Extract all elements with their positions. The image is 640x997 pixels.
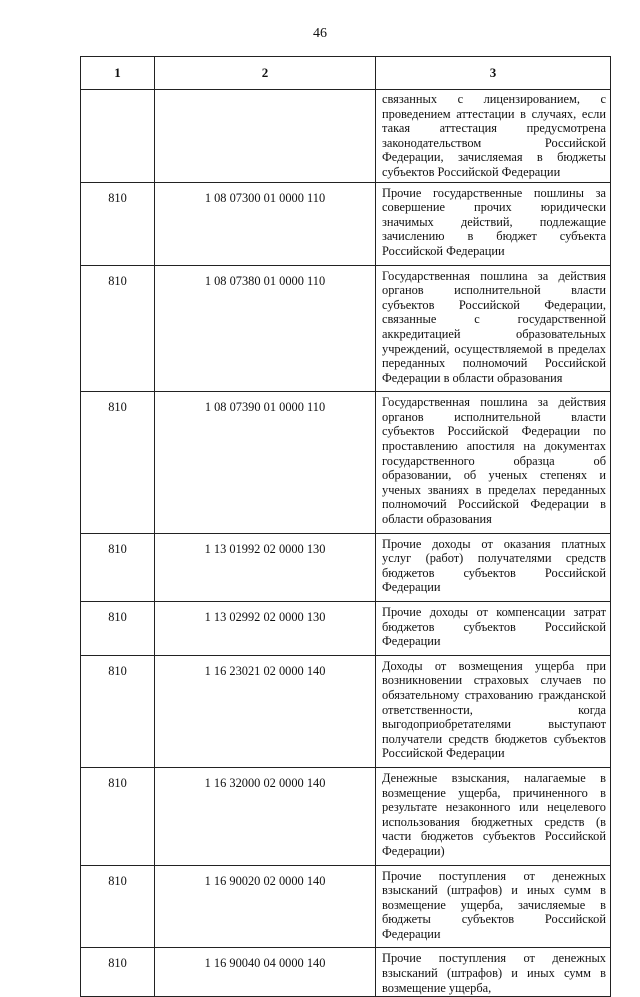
admin-code-cell <box>81 90 155 183</box>
budget-code-cell: 1 13 02992 02 0000 130 <box>155 602 376 656</box>
admin-code-cell: 810 <box>81 392 155 533</box>
description-cell: связанных с лицензированием, с проведением аттестации в случаях, если такая аттестация предусмотрена законодательством Российской Федерации, зачисляемая в бюджеты субъектов Российской Федерации <box>376 90 611 183</box>
budget-code-cell: 1 13 01992 02 0000 130 <box>155 533 376 601</box>
page-number: 46 <box>313 26 327 41</box>
description-cell: Денежные взыскания, налагаемые в возмещение ущерба, причиненного в результате незаконного или нецелевого использования бюджетных средств (в части бюджетов субъектов Российской Федерации) <box>376 767 611 865</box>
admin-code-cell: 810 <box>81 767 155 865</box>
budget-codes-table <box>80 56 611 997</box>
table-header <box>81 57 611 90</box>
budget-code-cell: 1 08 07380 01 0000 110 <box>155 265 376 392</box>
budget-code-cell: 1 08 07300 01 0000 110 <box>155 182 376 265</box>
table-row <box>81 90 611 183</box>
budget-code-cell: 1 16 32000 02 0000 140 <box>155 767 376 865</box>
table-row <box>81 948 611 997</box>
header-col-1: 1 <box>81 57 155 90</box>
description-cell: Прочие доходы от компенсации затрат бюджетов субъектов Российской Федерации <box>376 602 611 656</box>
table-row <box>81 392 611 533</box>
description-cell: Прочие поступления от денежных взысканий (штрафов) и иных сумм в возмещение ущерба, зачисляемые в бюджеты субъектов Российской Федерации <box>376 865 611 948</box>
table-row <box>81 265 611 392</box>
table-row <box>81 655 611 767</box>
description-cell: Доходы от возмещения ущерба при возникновении страховых случаев по обязательному страхованию гражданской ответственности, когда выгодоприобретателями выступают получатели средств бюджетов субъектов Российской Федерации <box>376 655 611 767</box>
admin-code-cell: 810 <box>81 533 155 601</box>
table-row <box>81 182 611 265</box>
budget-code-cell: 1 16 90040 04 0000 140 <box>155 948 376 997</box>
header-row <box>81 57 611 90</box>
header-col-2: 2 <box>155 57 376 90</box>
table-row <box>81 865 611 948</box>
budget-code-cell: 1 16 90020 02 0000 140 <box>155 865 376 948</box>
budget-code-cell <box>155 90 376 183</box>
admin-code-cell: 810 <box>81 655 155 767</box>
table-row <box>81 767 611 865</box>
description-cell: Государственная пошлина за действия органов исполнительной власти субъектов Российской Федерации по проставлению апостиля на документах государственного образца об образовании, об ученых степенях и ученых званиях в пределах переданных полномочий Российской Федерации в области образования <box>376 392 611 533</box>
admin-code-cell: 810 <box>81 182 155 265</box>
admin-code-cell: 810 <box>81 265 155 392</box>
table-body <box>81 90 611 997</box>
admin-code-cell: 810 <box>81 948 155 997</box>
description-cell: Государственная пошлина за действия органов исполнительной власти субъектов Российской Федерации, связанные с государственной аккредитацией образовательных учреждений, осуществляемой в пределах переданных полномочий Российской Федерации в области образования <box>376 265 611 392</box>
header-col-3: 3 <box>376 57 611 90</box>
table-row <box>81 602 611 656</box>
admin-code-cell: 810 <box>81 865 155 948</box>
description-cell: Прочие поступления от денежных взысканий (штрафов) и иных сумм в возмещение ущерба, <box>376 948 611 997</box>
table-row <box>81 533 611 601</box>
description-cell: Прочие доходы от оказания платных услуг (работ) получателями средств бюджетов субъектов Российской Федерации <box>376 533 611 601</box>
budget-code-cell: 1 16 23021 02 0000 140 <box>155 655 376 767</box>
admin-code-cell: 810 <box>81 602 155 656</box>
description-cell: Прочие государственные пошлины за совершение прочих юридически значимых действий, подлежащие зачислению в бюджет субъекта Российской Федерации <box>376 182 611 265</box>
budget-code-cell: 1 08 07390 01 0000 110 <box>155 392 376 533</box>
